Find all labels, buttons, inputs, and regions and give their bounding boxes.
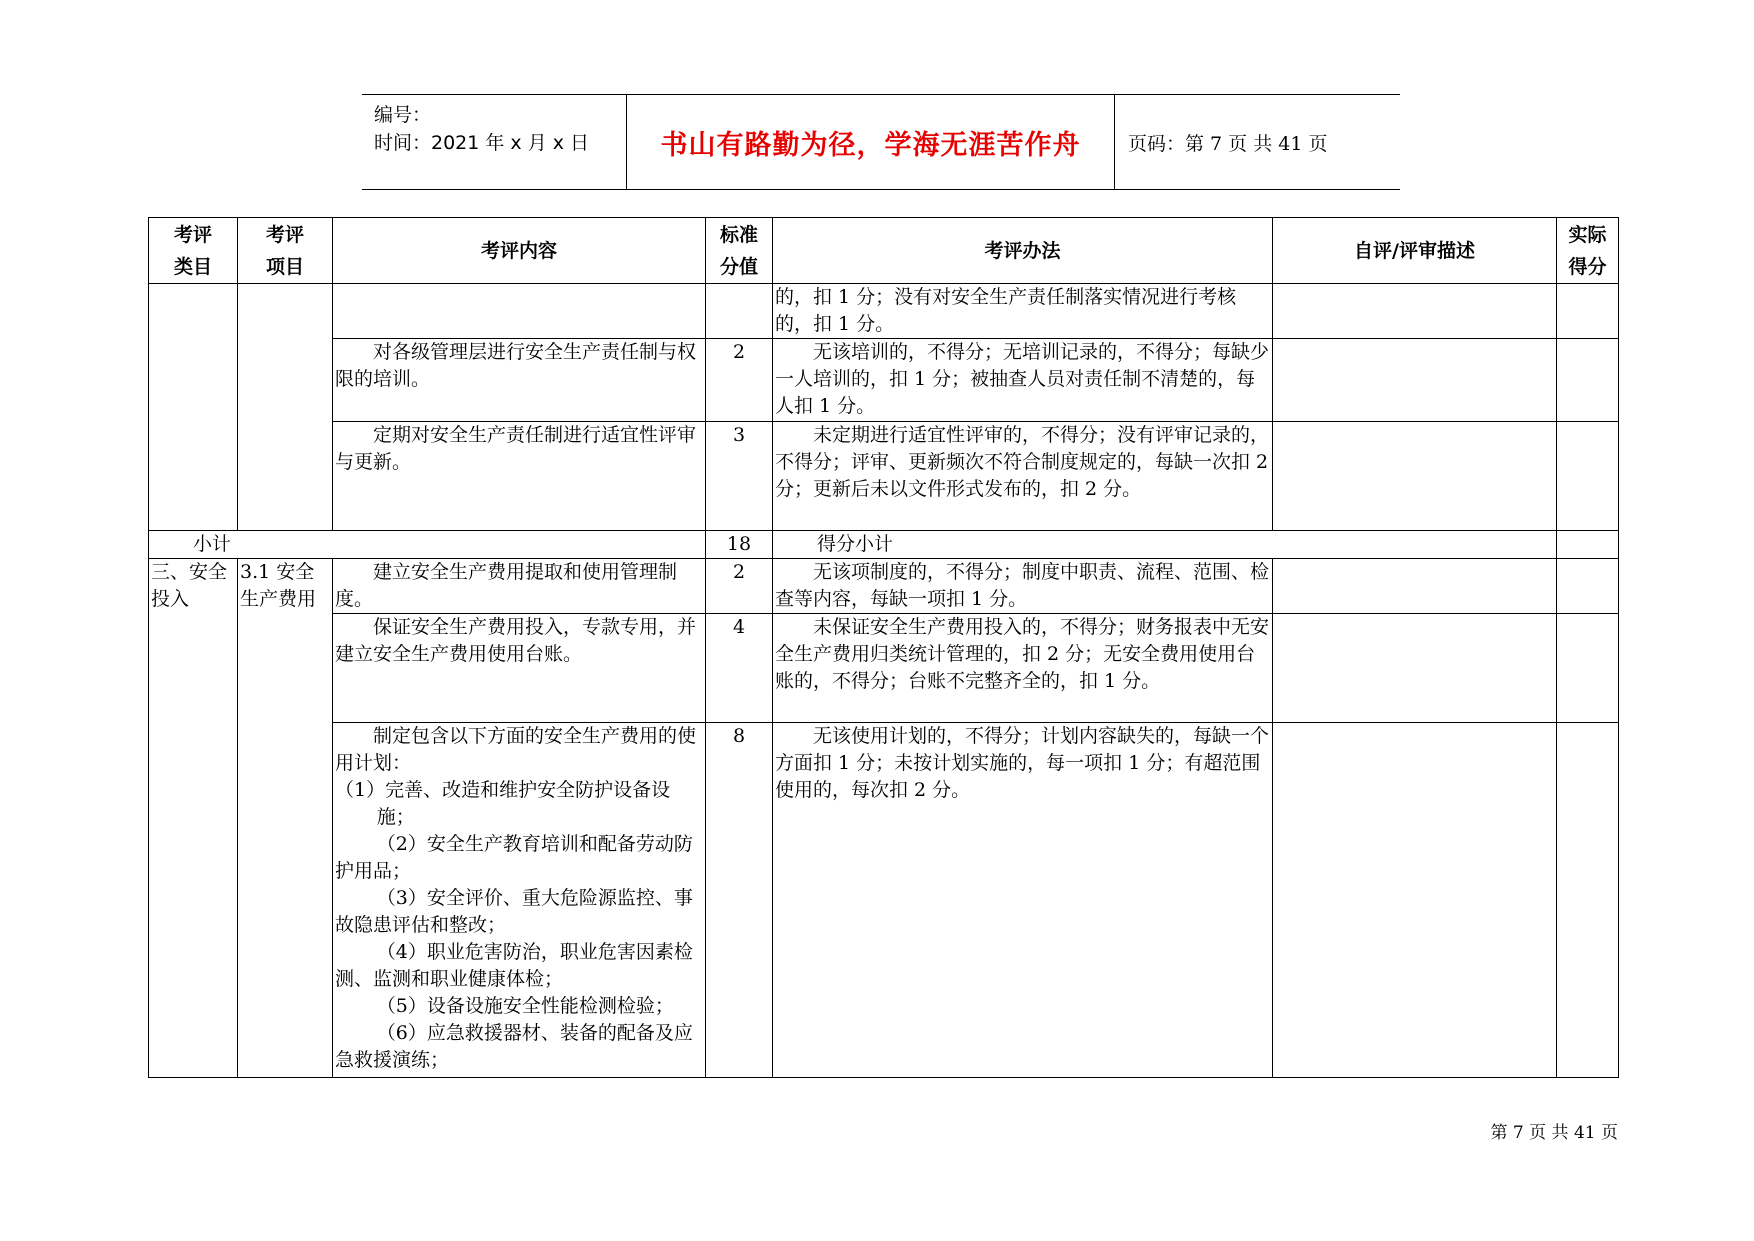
review-cell — [1273, 559, 1557, 614]
method-cell: 的，扣 1 分；没有对安全生产责任制落实情况进行考核的，扣 1 分。 — [773, 284, 1273, 339]
actual-score-cell — [1557, 284, 1619, 339]
subtotal-score: 18 — [706, 531, 773, 559]
table-header-row — [149, 218, 1619, 284]
content-list-item: （3）安全评价、重大危险源监控、事故隐患评估和整改； — [335, 887, 693, 936]
item-cell: 3.1 安全生产费用 — [238, 559, 333, 1078]
score-cell: 4 — [706, 614, 773, 723]
col-header-actual: 实际 得分 — [1557, 218, 1619, 284]
content-cell: 对各级管理层进行安全生产责任制与权限的培训。 — [333, 339, 706, 422]
method-cell: 无该使用计划的，不得分；计划内容缺失的，每缺一个方面扣 1 分；未按计划实施的，每一项扣 1 分；有超范围使用的，每次扣 2 分。 — [773, 723, 1273, 1078]
table-row — [149, 614, 1619, 723]
content-cell: 建立安全生产费用提取和使用管理制度。 — [333, 559, 706, 614]
col-header-content: 考评内容 — [333, 218, 706, 284]
evaluation-table — [148, 217, 1619, 1078]
item-cell — [238, 284, 333, 531]
actual-score-cell — [1557, 422, 1619, 531]
subtotal-row — [149, 531, 1619, 559]
page-header — [362, 94, 1400, 190]
review-cell — [1273, 284, 1557, 339]
score-cell: 2 — [706, 339, 773, 422]
review-cell — [1273, 422, 1557, 531]
content-list-item: （6）应急救援器材、装备的配备及应急救援演练； — [335, 1022, 693, 1071]
review-cell — [1273, 614, 1557, 723]
table-row — [149, 339, 1619, 422]
col-header-review: 自评/评审描述 — [1273, 218, 1557, 284]
actual-score-cell — [1557, 614, 1619, 723]
content-cell: 定期对安全生产责任制进行适宜性评审与更新。 — [333, 422, 706, 531]
content-list-item: （5）设备设施安全性能检测检验； — [376, 995, 674, 1017]
method-cell: 未保证安全生产费用投入的，不得分；财务报表中无安全生产费用归类统计管理的，扣 2 分；无安全费用使用台账的，不得分；台账不完整齐全的，扣 1 分。 — [773, 614, 1273, 723]
table-row — [149, 559, 1619, 614]
table-row — [149, 422, 1619, 531]
subtotal-actual — [1557, 531, 1619, 559]
subtotal-label: 小计 — [149, 531, 706, 559]
content-list-item: （1）完善、改造和维护安全防护设备设施； — [335, 779, 671, 828]
doc-meta — [374, 101, 609, 157]
method-cell: 未定期进行适宜性评审的，不得分；没有评审记录的，不得分；评审、更新频次不符合制度规定的，每缺一次扣 2 分；更新后未以文件形式发布的，扣 2 分。 — [773, 422, 1273, 531]
col-header-method: 考评办法 — [773, 218, 1273, 284]
col-header-score: 标准 分值 — [706, 218, 773, 284]
col-header-item: 考评 项目 — [238, 218, 333, 284]
header-motto: 书山有路勤为径，学海无涯苦作舟 — [660, 129, 1081, 161]
review-cell — [1273, 339, 1557, 422]
score-cell: 2 — [706, 559, 773, 614]
content-list-item: （4）职业危害防治，职业危害因素检测、监测和职业健康体检； — [335, 941, 693, 990]
score-cell — [706, 284, 773, 339]
content-list-item: （2）安全生产教育培训和配备劳动防护用品； — [335, 833, 693, 882]
content-cell — [333, 723, 706, 1078]
page-footer: 第 7 页 共 41 页 — [1490, 1123, 1618, 1143]
doc-number-label: 编号： — [374, 104, 432, 126]
content-intro: 制定包含以下方面的安全生产费用的使用计划： — [335, 725, 697, 774]
review-cell — [1273, 723, 1557, 1078]
header-page-number: 页码：第 7 页 共 41 页 — [1128, 132, 1328, 155]
content-cell: 保证安全生产费用投入，专款专用，并建立安全生产费用使用台账。 — [333, 614, 706, 723]
category-cell — [149, 284, 238, 531]
col-header-category: 考评 类目 — [149, 218, 238, 284]
actual-score-cell — [1557, 559, 1619, 614]
method-cell: 无该培训的，不得分；无培训记录的，不得分；每缺少一人培训的，扣 1 分；被抽查人员对责任制不清楚的，每人扣 1 分。 — [773, 339, 1273, 422]
category-cell: 三、安全投入 — [149, 559, 238, 1078]
actual-score-cell — [1557, 723, 1619, 1078]
header-divider — [1114, 95, 1115, 189]
method-cell: 无该项制度的，不得分；制度中职责、流程、范围、检查等内容，每缺一项扣 1 分。 — [773, 559, 1273, 614]
subtotal-method-label: 得分小计 — [773, 531, 1557, 559]
content-cell — [333, 284, 706, 339]
score-cell: 8 — [706, 723, 773, 1078]
table-row — [149, 284, 1619, 339]
table-row — [149, 723, 1619, 1078]
score-cell: 3 — [706, 422, 773, 531]
actual-score-cell — [1557, 339, 1619, 422]
doc-time-label: 时间：2021 年 x 月 x 日 — [374, 132, 590, 154]
